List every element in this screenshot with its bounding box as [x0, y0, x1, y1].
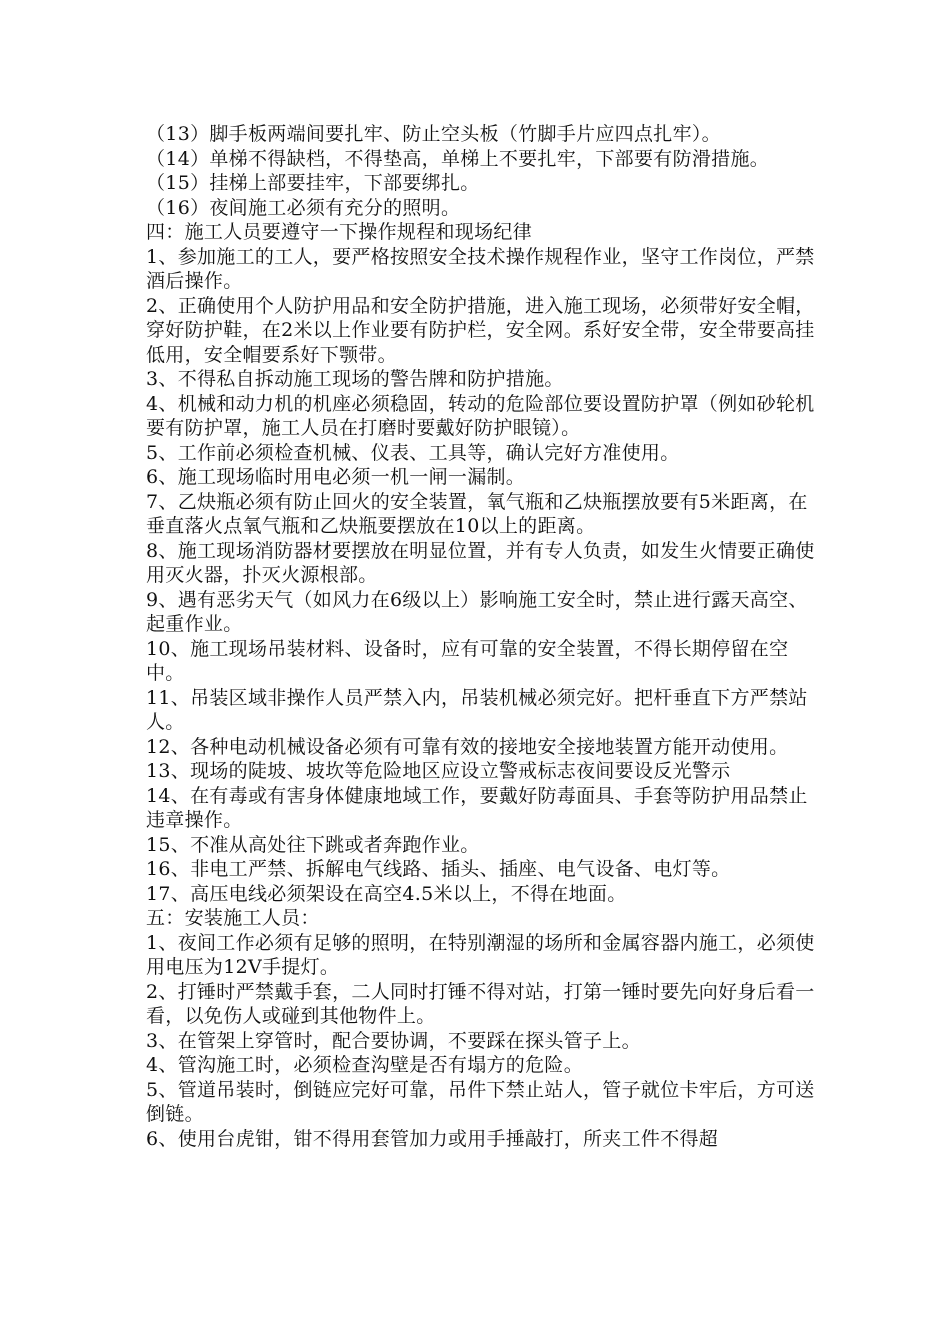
rule-4-1: 1、参加施工的工人，要严格按照安全技术操作规程作业，坚守工作岗位，严禁酒后操作。	[146, 245, 815, 292]
rule-5-3: 3、在管架上穿管时，配合要协调，不要踩在探头管子上。	[146, 1029, 641, 1052]
rule-4-17: 17、高压电线必须架设在高空4.5米以上，不得在地面。	[146, 882, 627, 905]
rule-4-3: 3、不得私自拆动施工现场的警告牌和防护措施。	[146, 368, 564, 390]
rule-4-11: 11、吊装区域非操作人员严禁入内，吊装机械必须完好。把杆垂直下方严禁站人。	[146, 686, 808, 733]
rule-4-6: 6、施工现场临时用电必须一机一闸一漏制。	[146, 466, 526, 488]
rule-4-16: 16、非电工严禁、拆解电气线路、插头、插座、电气设备、电灯等。	[146, 858, 731, 880]
rule-5-2: 2、打锤时严禁戴手套，二人同时打锤不得对站，打第一锤时要先向好身后看一看，以免伤人或碰到其他物件上。	[146, 980, 815, 1027]
rule-5-6: 6、使用台虎钳，钳不得用套管加力或用手捶敲打，所夹工件不得超	[146, 1127, 719, 1150]
rule-5-1: 1、夜间工作必须有足够的照明，在特别潮湿的场所和金属容器内施工，必须使用电压为12V手提灯。	[146, 931, 815, 978]
section-heading-5: 五：安装施工人员：	[146, 907, 320, 929]
document-page	[146, 122, 818, 1151]
rule-4-8: 8、施工现场消防器材要摆放在明显位置，并有专人负责，如发生火情要正确使用灭火器，扑灭火源根部。	[146, 539, 815, 586]
rule-4-5: 5、工作前必须检查机械、仪表、工具等，确认完好方准使用。	[146, 441, 680, 464]
rule-4-4: 4、机械和动力机的机座必须稳固，转动的危险部位要设置防护罩（例如砂轮机要有防护罩，施工人员在打磨时要戴好防护眼镜）。	[146, 392, 815, 439]
paragraph-14: （14）单梯不得缺档，不得垫高，单梯上不要扎牢，下部要有防滑措施。	[146, 147, 770, 170]
rule-4-10: 10、施工现场吊装材料、设备时，应有可靠的安全装置，不得长期停留在空中。	[146, 637, 789, 684]
rule-4-2: 2、正确使用个人防护用品和安全防护措施，进入施工现场，必须带好安全帽，穿好防护鞋，在2米以上作业要有防护栏，安全网。系好安全带，安全带要高挂低用，安全帽要系好下颚带。	[146, 294, 815, 366]
rule-4-12: 12、各种电动机械设备必须有可靠有效的接地安全接地装置方能开动使用。	[146, 735, 789, 758]
rule-5-5: 5、管道吊装时，倒链应完好可靠，吊件下禁止站人，管子就位卡牢后，方可送倒链。	[146, 1078, 815, 1125]
paragraph-16: （16）夜间施工必须有充分的照明。	[146, 196, 461, 219]
rule-4-15: 15、不准从高处往下跳或者奔跑作业。	[146, 833, 480, 856]
paragraph-13: （13）脚手板两端间要扎牢、防止空头板（竹脚手片应四点扎牢）。	[146, 123, 721, 145]
rule-4-14: 14、在有毒或有害身体健康地域工作，要戴好防毒面具、手套等防护用品禁止违章操作。	[146, 784, 808, 831]
rule-4-9: 9、遇有恶劣天气（如风力在6级以上）影响施工安全时，禁止进行露天高空、起重作业。	[146, 588, 808, 635]
section-heading-4: 四：施工人员要遵守一下操作规程和现场纪律	[146, 221, 533, 243]
rule-4-7: 7、乙炔瓶必须有防止回火的安全装置，氧气瓶和乙炔瓶摆放要有5米距离，在垂直落火点氧气瓶和乙炔瓶要摆放在10以上的距离。	[146, 490, 808, 537]
rule-5-4: 4、管沟施工时，必须检查沟壁是否有塌方的危险。	[146, 1054, 583, 1076]
paragraph-15: （15）挂梯上部要挂牢，下部要绑扎。	[146, 172, 480, 194]
rule-4-13: 13、现场的陡坡、坡坎等危险地区应设立警戒标志夜间要设反光警示	[146, 760, 731, 782]
